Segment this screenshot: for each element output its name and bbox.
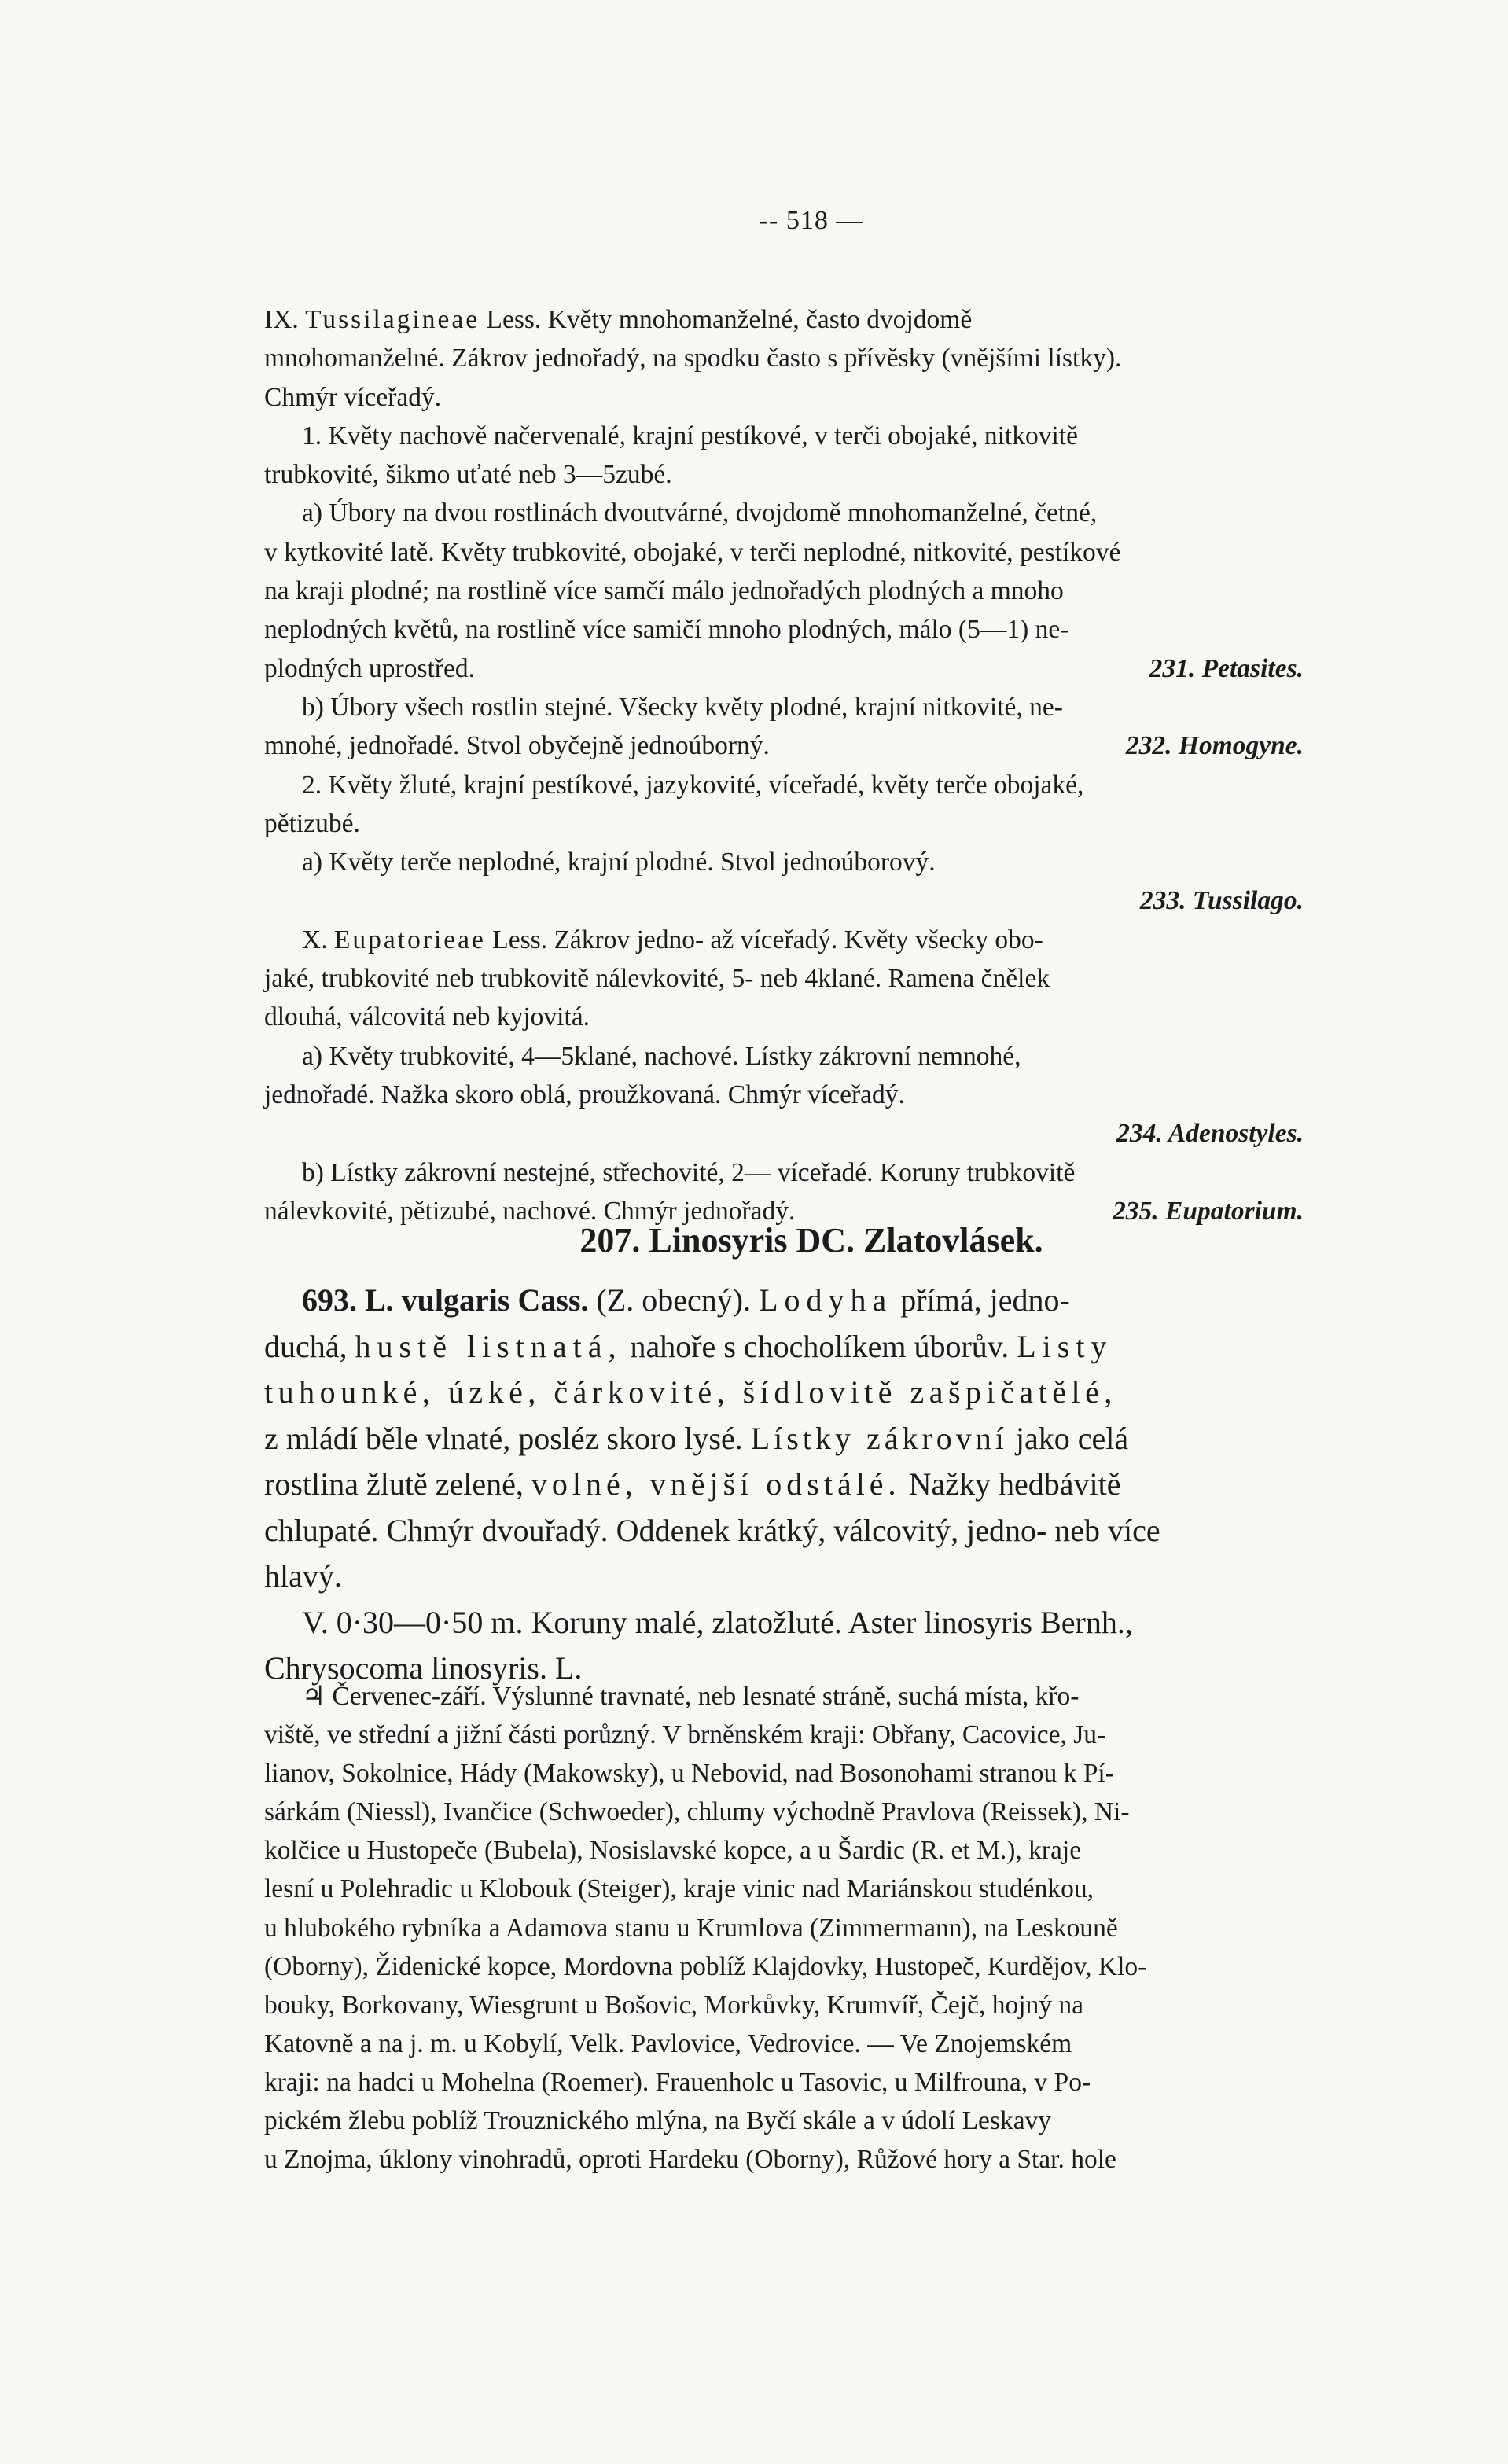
x-b-line-1: b) Lístky zákrovní nestejné, střechovité, 2— víceřadé. Koruny trubkovitě (302, 1157, 1076, 1187)
ix-1b-line-1: b) Úbory všech rostlin stejné. Všecky květy plodné, krajní nitkovité, ne- (302, 692, 1063, 722)
page-number: -- 518 — (759, 206, 864, 235)
locality-line-10: Katovně a na j. m. u Kobylí, Velk. Pavlovice, Vedrovice. — Ve Znojemském (264, 2028, 1072, 2058)
tribe-ix-line-2: mnohomanželné. Zákrov jednořadý, na spodku často s přívěsky (vnějšími lístky). (264, 344, 1122, 373)
species-line-3: tuhounké, úzké, čárkovité, šídlovitě zašpičatělé, (264, 1374, 1117, 1410)
ix-1-line-1: 1. Květy nachově načervenalé, krajní pestíkové, v terči obojaké, nitkovitě (302, 421, 1078, 451)
genus-adenostyles: 234. Adenostyles. (1116, 1119, 1304, 1149)
locality-line-1: ♃ Červenec-září. Výslunné travnaté, neb lesnaté stráně, suchá místa, křo- (302, 1682, 1080, 1711)
localities (264, 1677, 1359, 2179)
tribe-x-line-2: jaké, trubkovité neb trubkovitě nálevkovité, 5- neb 4klané. Ramena čnělek (264, 964, 1050, 994)
tribe-x-line-1: X. Eupatorieae Less. Zákrov jedno- až víceřadý. Květy všecky obo- (302, 925, 1043, 954)
species-line-7: hlavý. (264, 1558, 342, 1594)
species-line-1: 693. L. vulgaris Cass. (Z. obecný). Lodyha přímá, jedno- (302, 1282, 1070, 1318)
ix-1-line-2: trubkovité, šikmo uťaté neb 3—5zubé. (264, 460, 672, 490)
species-line-5: rostlina žlutě zelené, volné, vnější odstálé. Nažky hedbávitě (264, 1466, 1121, 1502)
locality-line-7: u hlubokého rybníka a Adamova stanu u Krumlova (Zimmermann), na Leskouně (264, 1913, 1118, 1943)
key-section (264, 300, 1359, 1230)
tribe-ix-line-3: Chmýr víceřadý. (264, 382, 442, 412)
locality-line-13: u Znojma, úklony vinohradů, oproti Hardeku (Oborny), Růžové hory a Star. hole (264, 2145, 1116, 2175)
locality-line-5: kolčice u Hustopeče (Bubela), Nosislavské kopce, a u Šardic (R. et M.), kraje (264, 1836, 1082, 1866)
locality-line-8: (Oborny), Židenické kopce, Mordovna poblíž Klajdovky, Hustopeč, Kurdějov, Klo- (264, 1951, 1147, 1981)
x-a-line-2: jednořadé. Nažka skoro oblá, proužkovaná. Chmýr víceřadý. (264, 1079, 905, 1109)
genus-heading-block (264, 1217, 1359, 1264)
species-name: 693. L. vulgaris Cass. (302, 1282, 589, 1318)
ix-2-line-2: pětizubé. (264, 808, 360, 838)
ix-1a-line-2: v kytkovité latě. Květy trubkovité, obojaké, v terči neplodné, nitkovité, pestíkové (264, 537, 1121, 567)
ix-2a-line-2 (264, 881, 1359, 920)
species-line-6: chlupaté. Chmýr dvouřadý. Oddenek krátký, válcovitý, jedno- neb více (264, 1512, 1160, 1548)
ix-1a-line-1: a) Úbory na dvou rostlinách dvoutvárné, dvojdomě mnohomanželné, četné, (302, 498, 1098, 528)
genus-homogyne: 232. Homogyne. (1125, 731, 1304, 761)
species-line-9: Chrysocoma linosyris. L. (264, 1650, 583, 1686)
locality-line-12: pickém žlebu poblíž Trouznického mlýna, na Byčí skále a v údolí Leskavy (264, 2106, 1052, 2136)
locality-line-3: lianov, Sokolnice, Hády (Makowsky), u Nebovid, nad Bosonohami stranou k Pí- (264, 1759, 1114, 1789)
locality-line-6: lesní u Polehradic u Klobouk (Steiger), kraje vinic nad Mariánskou studénkou, (264, 1874, 1094, 1904)
genus-eupatorium: 235. Eupatorium. (1113, 1196, 1304, 1226)
tribe-x-name: Eupatorieae (333, 925, 486, 954)
locality-line-9: bouky, Borkovany, Wiesgrunt u Bošovic, Morkůvky, Krumvíř, Čejč, hojný na (264, 1990, 1084, 2020)
genus-tussilago: 233. Tussilago. (1139, 886, 1304, 916)
ix-1b-line-2: mnohé, jednořadé. Stvol obyčejně jednoúborný. 232. Homogyne. (264, 726, 1359, 765)
x-a-line-3 (264, 1114, 1359, 1153)
ix-1a-line-4: neplodných květů, na rostlině více samičí mnoho plodných, málo (5—1) ne- (264, 615, 1069, 645)
tribe-x-line-3: dlouhá, válcovitá neb kyjovitá. (264, 1002, 590, 1032)
x-b-line-2: nálevkovité, pětizubé, nachové. Chmýr jednořadý. 235. Eupatorium. (264, 1192, 1359, 1230)
tribe-ix-line-1: IX. Tussilagineae Less. Květy mnohomanželné, často dvojdomě (264, 305, 973, 334)
ix-2a-line-1: a) Květy terče neplodné, krajní plodné. Stvol jednoúborový. (302, 848, 936, 877)
locality-line-4: sárkám (Niessl), Ivančice (Schwoeder), chlumy východně Pravlova (Reissek), Ni- (264, 1797, 1130, 1827)
genus-heading: 207. Linosyris DC. Zlatovlásek. (579, 1221, 1043, 1260)
locality-line-2: viště, ve střední a jižní části porůzný. V brněnském kraji: Obřany, Cacovice, Ju- (264, 1720, 1106, 1750)
tribe-ix-name: Tussilagineae (305, 305, 480, 334)
x-a-line-1: a) Květy trubkovité, 4—5klané, nachové. Lístky zákrovní nemnohé, (302, 1041, 1021, 1071)
ix-1a-line-3: na kraji plodné; na rostlině více samčí málo jednořadých plodných a mnoho (264, 576, 1064, 606)
ix-2-line-1: 2. Květy žluté, krajní pestíkové, jazykovité, víceřadé, květy terče obojaké, (302, 770, 1084, 800)
species-line-4: z mládí běle vlnaté, posléz skoro lysé. Lístky zákrovní jako celá (264, 1420, 1129, 1456)
genus-petasites: 231. Petasites. (1149, 653, 1304, 683)
species-line-2: duchá, hustě listnatá, nahoře s chocholíkem úborův. Listy (264, 1328, 1113, 1364)
locality-line-11: kraji: na hadci u Mohelna (Roemer). Frauenholc u Tasovic, u Milfrouna, v Po- (264, 2067, 1091, 2097)
species-line-8: V. 0·30—0·50 m. Koruny malé, zlatožluté. Aster linosyris Bernh., (302, 1604, 1133, 1640)
species-description (264, 1278, 1359, 1692)
ix-1a-line-5: plodných uprostřed. 231. Petasites. (264, 649, 1359, 688)
